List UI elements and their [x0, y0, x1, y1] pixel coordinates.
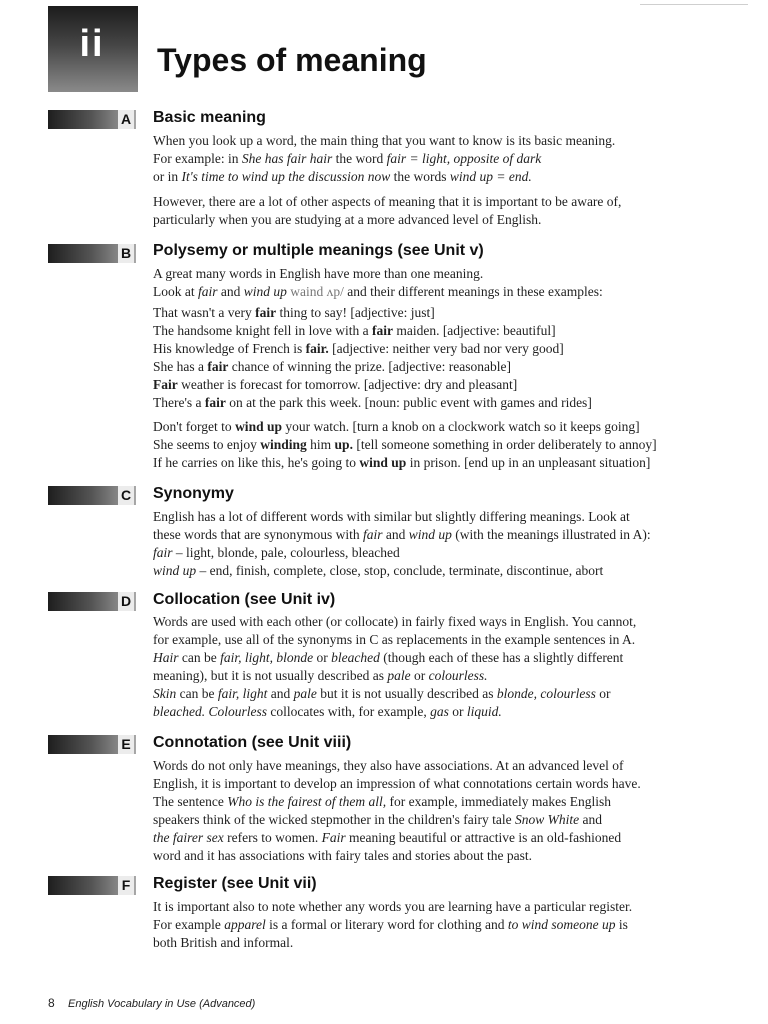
section-tab-a	[48, 110, 136, 129]
text-line: particularly when you are studying at a more advanced level of English.	[153, 212, 542, 227]
page-footer	[48, 996, 255, 1010]
section-letter: F	[118, 876, 134, 895]
text-line: It is important also to note whether any words you are learning have a particular register.	[153, 899, 633, 914]
text-line: wind up – end, finish, complete, close, stop, conclude, terminate, discontinue, abort	[153, 563, 604, 578]
section-tab-e	[48, 735, 136, 754]
section-tab-b	[48, 244, 136, 263]
text-line: or in It's time to wind up the discussion now the words wind up = end.	[153, 169, 532, 184]
text-line: Look at fair and wind up waind ʌp/ and their different meanings in these examples:	[153, 284, 603, 299]
page-title: Types of meaning	[157, 42, 427, 78]
section-heading-c: Synonymy	[153, 485, 234, 502]
text-line: For example apparel is a formal or literary word for clothing and to wind someone up is	[153, 917, 628, 932]
text-line: these words that are synonymous with fair and wind up (with the meanings illustrated in A):	[153, 527, 651, 542]
section-a-paragraph-1	[153, 132, 743, 186]
text-line: Don't forget to wind up your watch. [turn a knob on a clockwork watch so it keeps going]	[153, 419, 640, 434]
section-d-paragraph-1	[153, 613, 743, 721]
text-line: Fair weather is forecast for tomorrow. [adjective: dry and pleasant]	[153, 377, 518, 392]
section-f-paragraph-1	[153, 898, 743, 952]
text-line: His knowledge of French is fair. [adjective: neither very bad nor very good]	[153, 341, 564, 356]
section-heading-d: Collocation (see Unit iv)	[153, 591, 336, 608]
text-line: word and it has associations with fairy tales and stories about the past.	[153, 848, 533, 863]
section-heading-b: Polysemy or multiple meanings (see Unit v)	[153, 242, 484, 259]
section-heading-a: Basic meaning	[153, 109, 266, 126]
section-letter: C	[118, 486, 134, 505]
text-line: Words do not only have meanings, they also have associations. At an advanced level of	[153, 758, 624, 773]
text-line: English has a lot of different words with similar but slightly differing meanings. Look at	[153, 509, 630, 524]
section-letter: A	[118, 110, 134, 129]
section-tab-d	[48, 592, 136, 611]
text-line: speakers think of the wicked stepmother in the children's fairy tale Snow White and	[153, 812, 602, 827]
section-e-paragraph-1	[153, 757, 743, 865]
section-letter: D	[118, 592, 134, 611]
text-line: Skin can be fair, light and pale but it is not usually described as blonde, colourless or	[153, 686, 611, 701]
text-line: bleached. Colourless collocates with, for example, gas or liquid.	[153, 704, 502, 719]
text-line: If he carries on like this, he's going to wind up in prison. [end up in an unpleasant situation]	[153, 455, 651, 470]
text-line: for example, use all of the synonyms in C as replacements in the example sentences in A.	[153, 632, 636, 647]
text-line: meaning), but it is not usually described as pale or colourless.	[153, 668, 488, 683]
text-line: She seems to enjoy winding him up. [tell someone something in order deliberately to annoy]	[153, 437, 657, 452]
unit-number: ii	[79, 23, 105, 65]
text-line: Words are used with each other (or collocate) in fairly fixed ways in English. You cannot,	[153, 614, 637, 629]
text-line: The sentence Who is the fairest of them all, for example, immediately makes English	[153, 794, 612, 809]
text-line: There's a fair on at the park this week. [noun: public event with games and rides]	[153, 395, 592, 410]
text-line: both British and informal.	[153, 935, 294, 950]
text-line: That wasn't a very fair thing to say! [adjective: just]	[153, 305, 435, 320]
text-line: She has a fair chance of winning the prize. [adjective: reasonable]	[153, 359, 511, 374]
text-line: A great many words in English have more than one meaning.	[153, 266, 484, 281]
section-a-paragraph-2	[153, 193, 743, 229]
section-c-paragraph-1	[153, 508, 743, 580]
text-line: However, there are a lot of other aspects of meaning that it is important to be aware of,	[153, 194, 622, 209]
text-line: English, it is important to develop an impression of what connotations certain words have.	[153, 776, 641, 791]
section-b-paragraph-3	[153, 418, 743, 472]
section-b-paragraph-2	[153, 304, 743, 412]
text-line: Hair can be fair, light, blonde or bleached (though each of these has a slightly different	[153, 650, 624, 665]
text-line: When you look up a word, the main thing that you want to know is its basic meaning.	[153, 133, 616, 148]
top-rule	[640, 4, 748, 5]
book-title: English Vocabulary in Use (Advanced)	[68, 998, 256, 1010]
section-b-paragraph-1	[153, 265, 743, 301]
text-line: fair – light, blonde, pale, colourless, bleached	[153, 545, 400, 560]
section-heading-f: Register (see Unit vii)	[153, 875, 317, 892]
text-line: The handsome knight fell in love with a fair maiden. [adjective: beautiful]	[153, 323, 556, 338]
text-line: For example: in She has fair hair the word fair = light, opposite of dark	[153, 151, 542, 166]
section-heading-e: Connotation (see Unit viii)	[153, 734, 352, 751]
text-line: the fairer sex refers to women. Fair meaning beautiful or attractive is an old-fashioned	[153, 830, 622, 845]
page-number: 8	[48, 996, 55, 1010]
section-tab-c	[48, 486, 136, 505]
section-letter: E	[118, 735, 134, 754]
section-tab-f	[48, 876, 136, 895]
section-letter: B	[118, 244, 134, 263]
